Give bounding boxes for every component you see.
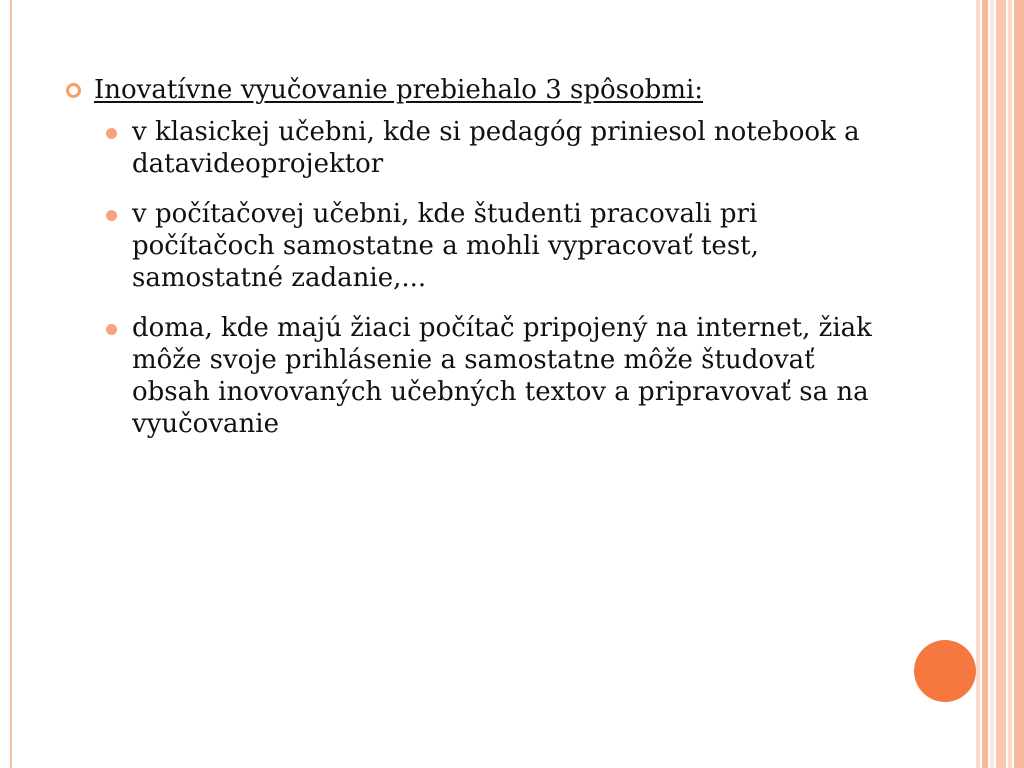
right-stripe — [1014, 0, 1024, 768]
dot-bullet-icon — [106, 324, 117, 335]
slide-content — [64, 72, 894, 458]
right-stripe — [1008, 0, 1012, 768]
right-stripe — [982, 0, 988, 768]
list-item — [132, 198, 892, 294]
list-item — [132, 312, 892, 440]
left-edge-line — [10, 0, 12, 768]
decorative-circle — [914, 640, 976, 702]
list-item-text: v počítačovej učebni, kde študenti pracovali pri počítačoch samostatne a mohli vypracovať test, samostatné zadanie,... — [132, 199, 759, 293]
list-item — [132, 116, 892, 180]
right-stripe — [976, 0, 980, 768]
heading-text: Inovatívne vyučovanie prebiehalo 3 spôsobmi: — [94, 75, 704, 105]
list-item-text: doma, kde majú žiaci počítač pripojený na internet, žiak môže svoje prihlásenie a samostatne môže študovať obsah inovovaných učebných textov a pripravovať sa na vyučovanie — [132, 313, 872, 439]
right-stripe — [990, 0, 994, 768]
dot-bullet-icon — [106, 210, 117, 221]
dot-bullet-icon — [106, 128, 117, 139]
heading-item — [64, 72, 894, 108]
ring-bullet-icon — [66, 83, 81, 98]
right-stripe — [996, 0, 1006, 768]
list-item-text: v klasickej učebni, kde si pedagóg priniesol notebook a datavideoprojektor — [132, 117, 860, 179]
